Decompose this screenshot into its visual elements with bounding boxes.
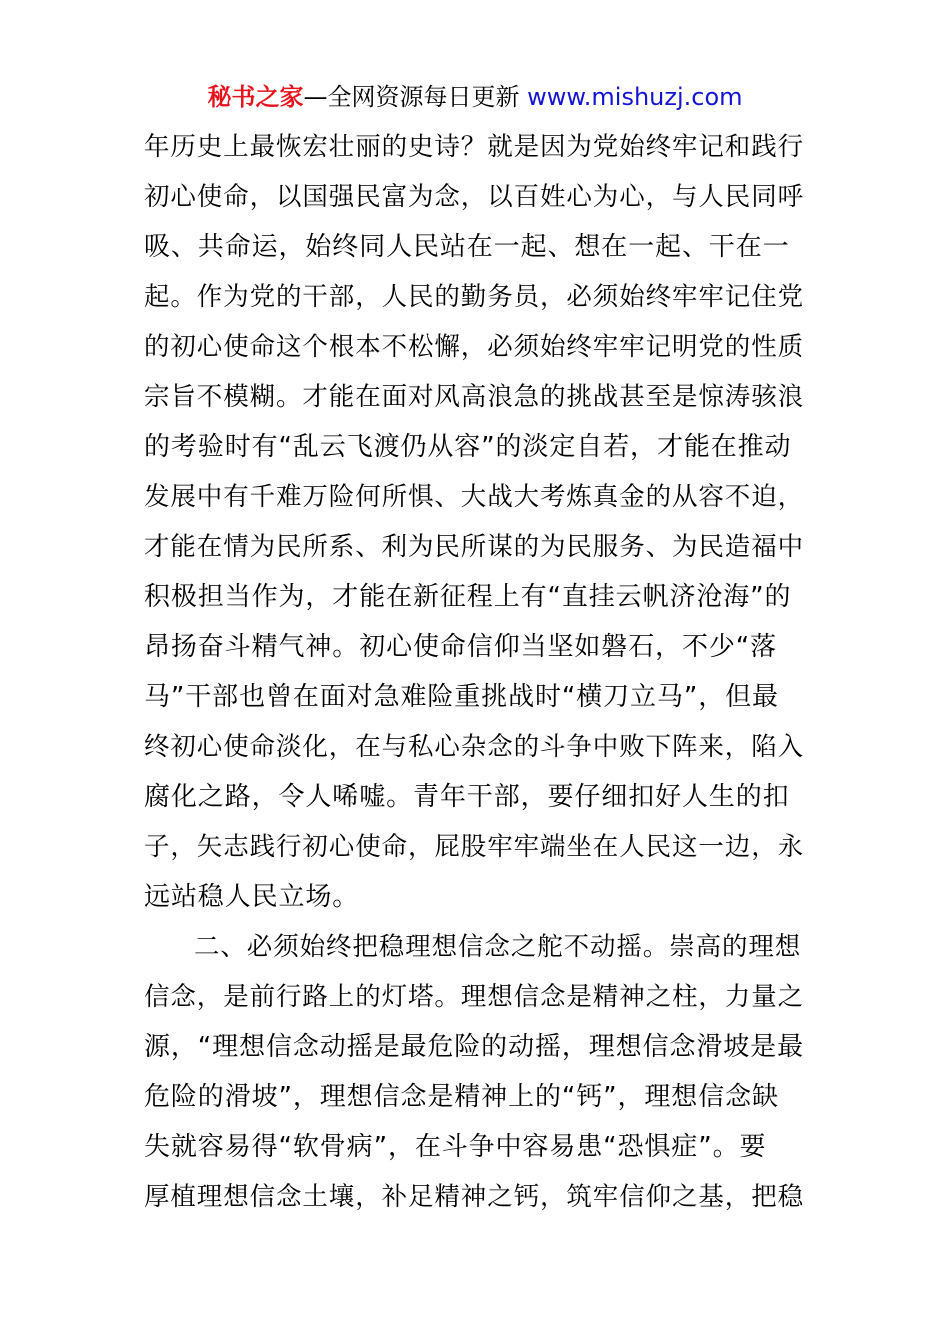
page-header [0,80,950,114]
text-line: 腐化之路，令人唏嘘。青年干部，要仔细扣好人生的扣 [144,782,790,812]
text-line: 危险的滑坡”，理想信念是精神上的“钙”，理想信念缺 [144,1082,779,1112]
text-line: 远站稳人民立场。 [144,882,360,912]
site-url-link[interactable]: www.mishuzj.com [527,83,743,111]
section-heading-line: 二、必须始终把稳理想信念之舵不动摇。崇高的理想 [194,932,802,962]
text-line: 终初心使命淡化，在与私心杂念的斗争中败下阵来，陷入 [144,732,805,762]
text-line: 厚植理想信念土壤，补足精神之钙，筑牢信仰之基，把稳 [144,1182,805,1212]
header-tagline: —全网资源每日更新 [303,83,520,111]
text-line: 吸、共命运，始终同人民站在一起、想在一起、干在一 [144,232,790,262]
document-body [144,122,810,1222]
text-line: 发展中有千难万险何所惧、大战大考炼真金的从容不迫， [144,482,805,512]
brand-name: 秘书之家 [207,83,304,111]
text-line: 信念，是前行路上的灯塔。理想信念是精神之柱，力量之 [144,982,805,1012]
text-line: 源，“理想信念动摇是最危险的动摇，理想信念滑坡是最 [144,1032,804,1062]
text-line: 起。作为党的干部，人民的勤务员，必须始终牢牢记住党 [144,282,805,312]
text-line: 积极担当作为，才能在新征程上有“直挂云帆济沧海”的 [144,582,792,612]
text-line: 的初心使命这个根本不松懈，必须始终牢牢记明党的性质 [144,332,805,362]
text-line: 失就容易得“软骨病”，在斗争中容易患“恐惧症”。要 [144,1132,767,1162]
text-line: 的考验时有“乱云飞渡仍从容”的淡定自若，才能在推动 [144,432,792,462]
text-line: 宗旨不模糊。才能在面对风高浪急的挑战甚至是惊涛骇浪 [144,382,805,412]
text-line: 昂扬奋斗精气神。初心使命信仰当坚如磐石，不少“落 [144,632,778,662]
text-line: 子，矢志践行初心使命，屁股牢牢端坐在人民这一边，永 [144,832,805,862]
text-line: 年历史上最恢宏壮丽的史诗？就是因为党始终牢记和践行 [144,132,805,162]
text-line: 才能在情为民所系、利为民所谋的为民服务、为民造福中 [144,532,805,562]
text-line: 初心使命，以国强民富为念，以百姓心为心，与人民同呼 [144,182,805,212]
text-line: 马”干部也曾在面对急难险重挑战时“横刀立马”，但最 [144,682,779,712]
